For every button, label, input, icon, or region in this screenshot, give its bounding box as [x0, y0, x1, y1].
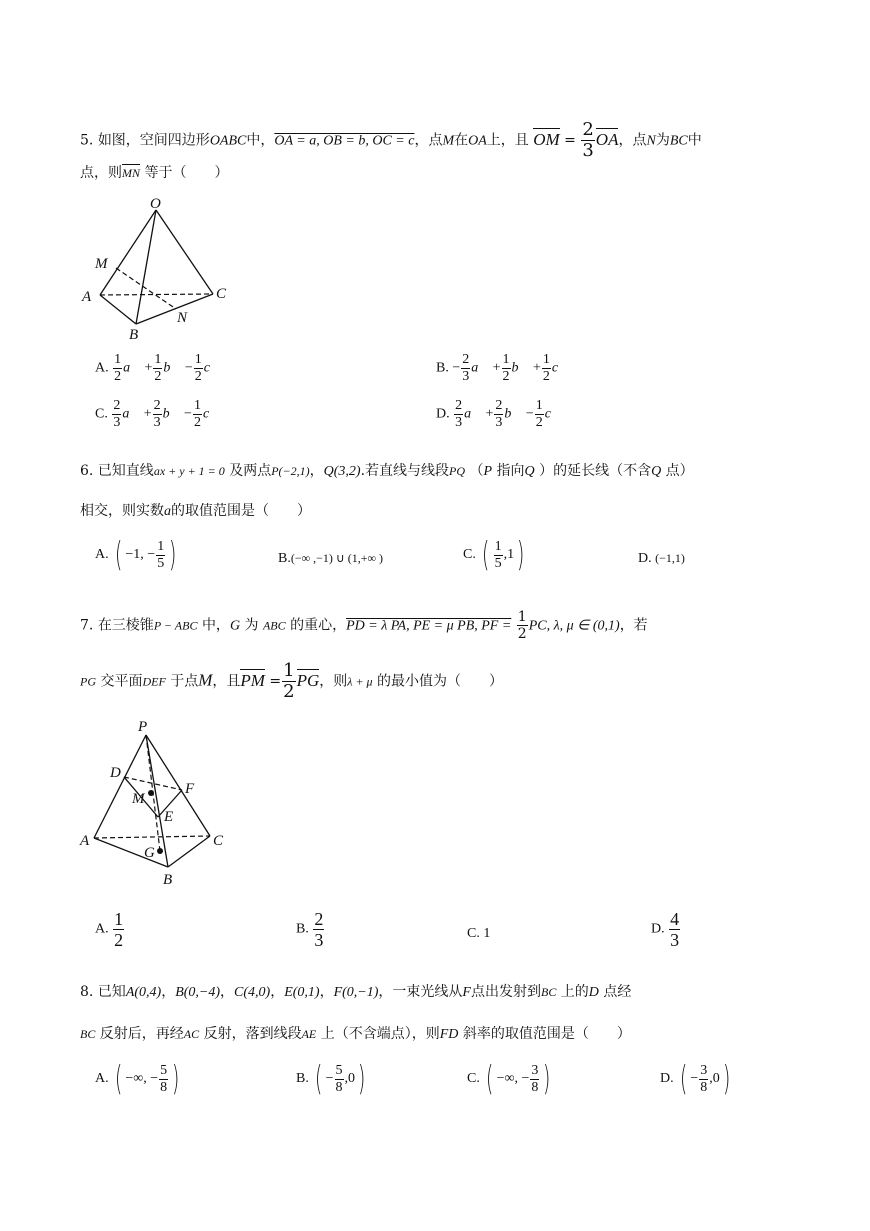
q8-option-a[interactable]: A. ( −∞, − $\frac{5}{8}$ ): [95, 1059, 180, 1099]
q5-option-d[interactable]: D. $\frac{2}{3}$ a⃗ + $\frac{2}{3}$ b⃗ − $\frac{1}{2}$ c⃗: [436, 398, 562, 430]
q5-label-O: O: [150, 196, 161, 212]
q8-option-b[interactable]: B. ( − $\frac{5}{8}$ ,0 ): [296, 1059, 366, 1099]
q5-option-a[interactable]: A. $\frac{1}{2}$ a⃗ + $\frac{1}{2}$ b⃗ − $\frac{1}{2}$ c⃗: [95, 352, 221, 384]
q6-option-d[interactable]: D. (−1,1): [638, 551, 685, 566]
q5-option-c[interactable]: C. $\frac{2}{3}$ a⃗ + $\frac{2}{3}$ b⃗ − $\frac{1}{2}$ c⃗: [95, 398, 221, 430]
q5-label-M: M: [95, 256, 108, 272]
q5-label-A: A: [82, 289, 92, 305]
q7-option-d[interactable]: D. $\frac{4}{3}$: [651, 909, 680, 950]
q7-option-b[interactable]: B. $\frac{2}{3}$: [296, 909, 324, 950]
q7-label-E: E: [164, 809, 174, 825]
q7-label-B: B: [163, 872, 173, 888]
q7-stem-line2: PG 交平面DEF 于点M，且PM = $\frac{1}{2}$ PG，则λ + μ 的最小值为（ ）: [80, 660, 504, 702]
q6-option-c[interactable]: C. ( $\frac{1}{5}$ ,1 ): [463, 535, 525, 575]
q5-stem-line2: 点，则MN 等于（ ）: [80, 165, 229, 181]
q8-stem-line1: 8. 已知A(0,4)，B(0,−4)，C(4,0)，E(0,1)，F(0,−1)，一束光线从F点出发射到BC 上的D 点经: [80, 984, 632, 1000]
q6-stem-line2: 相交，则实数a的取值范围是（ ）: [80, 503, 311, 519]
q7-label-C: C: [213, 833, 224, 849]
q5-figure: [80, 192, 240, 342]
q5-stem-line1: 5. 如图，空间四边形OABC中，OA = a, OB = b, OC = c，点M在OA上，且 OM = $\frac{2}{3}$ OA，点N为BC中: [80, 119, 702, 161]
q7-option-a[interactable]: A. $\frac{1}{2}$: [95, 909, 124, 950]
q7-option-c[interactable]: C. 1: [467, 926, 491, 941]
q5-label-C: C: [216, 286, 227, 302]
q8-option-c[interactable]: C. ( −∞, − $\frac{3}{8}$ ): [467, 1059, 551, 1099]
q5-option-b[interactable]: B. − $\frac{2}{3}$ a⃗ + $\frac{1}{2}$ b⃗ + $\frac{1}{2}$ c⃗: [436, 352, 569, 384]
q6-option-a[interactable]: A. ( −1, − $\frac{1}{5}$ ): [95, 535, 177, 575]
q7-label-G: G: [144, 845, 155, 861]
q7-label-A: A: [80, 833, 90, 849]
q7-label-F: F: [185, 781, 195, 797]
q7-stem-line1: 7. 在三棱锥P − ABC 中，G 为 ABC 的重心，PD = λ PA, PE = μ PB, PF = $\frac{1}{2}$ PC, λ, μ ∈ (0,1)，若: [80, 609, 648, 642]
q6-option-b[interactable]: B.(−∞ ,−1) ∪ (1,+∞ ): [278, 551, 384, 566]
q8-stem-line2: BC 反射后，再经AC 反射，落到线段AE 上（不含端点），则FD 斜率的取值范围是（ ）: [80, 1026, 631, 1042]
q7-label-P: P: [138, 719, 148, 735]
q5-label-N: N: [177, 310, 188, 326]
q7-label-M: M: [132, 791, 145, 807]
q5-label-B: B: [129, 327, 139, 342]
q7-figure: [76, 715, 236, 890]
q7-label-D: D: [110, 765, 121, 781]
q8-option-d[interactable]: D. ( − $\frac{3}{8}$ ,0 ): [660, 1059, 731, 1099]
q6-stem-line1: 6. 已知直线ax + y + 1 = 0 及两点P(−2,1)，Q(3,2).若直线与线段PQ （P 指向Q ）的延长线（不含Q 点）: [80, 463, 694, 479]
